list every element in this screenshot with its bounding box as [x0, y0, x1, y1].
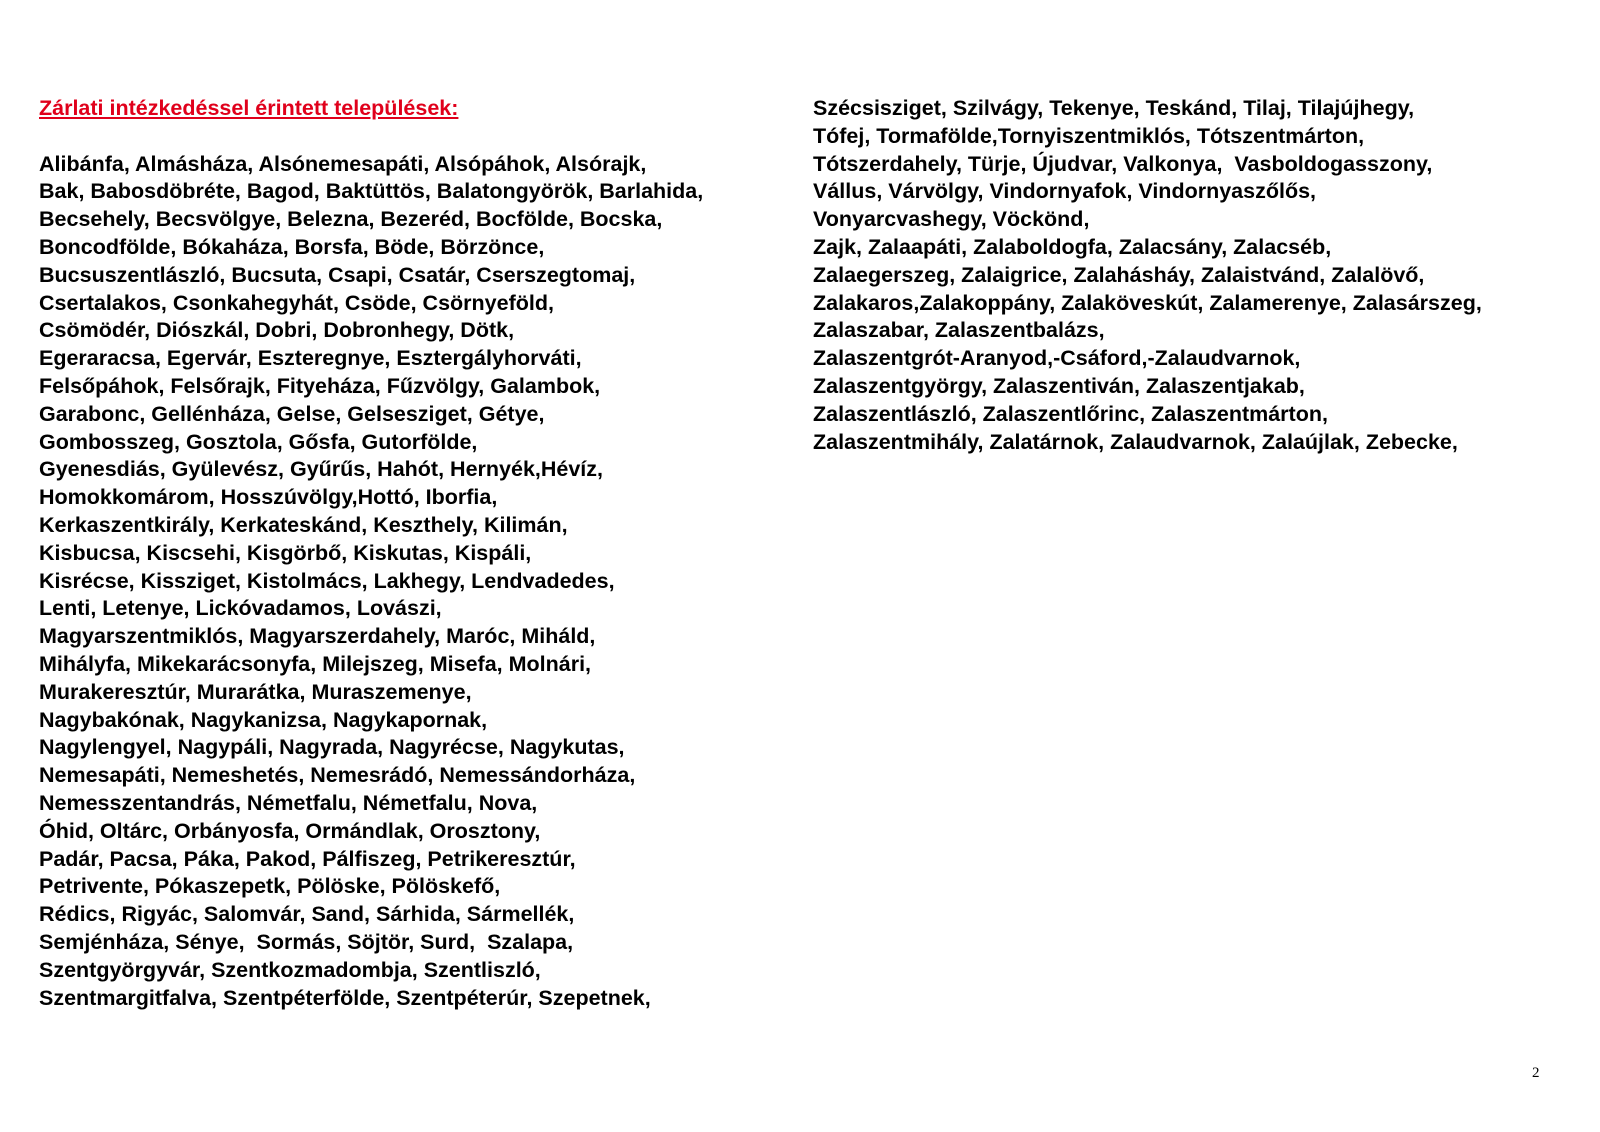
settlement-line: Semjénháza, Sénye, Sormás, Söjtör, Surd, Szalapa, [39, 929, 574, 954]
settlement-line: Kisbucsa, Kiscsehi, Kisgörbő, Kiskutas, Kispáli, [39, 540, 532, 565]
settlement-line: Mihályfa, Mikekarácsonyfa, Milejszeg, Misefa, Molnári, [39, 651, 592, 676]
settlement-line: Garabonc, Gellénháza, Gelse, Gelsesziget, Gétye, [39, 401, 545, 426]
settlement-line: Szécsisziget, Szilvágy, Tekenye, Teskánd, Tilaj, Tilajújhegy, [813, 96, 1415, 120]
section-heading: Zárlati intézkedéssel érintett települések: [39, 96, 459, 120]
settlement-line: Vonyarcvashegy, Vöckönd, [813, 207, 1090, 232]
settlement-line: Zajk, Zalaapáti, Zalaboldogfa, Zalacsány, Zalacséb, [813, 234, 1332, 259]
settlement-line: Rédics, Rigyác, Salomvár, Sand, Sárhida, Sármellék, [39, 902, 575, 927]
settlement-line: Bucsuszentlászló, Bucsuta, Csapi, Csatár, Cserszegtomaj, [39, 262, 636, 287]
settlement-line: Tófej, Tormafölde,Tornyiszentmiklós, Tótszentmárton, [813, 123, 1365, 148]
settlement-line: Zalaszentgyörgy, Zalaszentiván, Zalaszentjakab, [813, 373, 1305, 398]
settlement-line: Becsehely, Becsvölgye, Belezna, Bezeréd, Bocfölde, Bocska, [39, 207, 663, 232]
spacer [39, 123, 799, 151]
settlement-line: Csertalakos, Csonkahegyhát, Csöde, Csörnyeföld, [39, 290, 554, 315]
settlement-line: Homokkomárom, Hosszúvölgy,Hottó, Iborfia, [39, 485, 498, 510]
settlement-list-left [39, 151, 799, 1013]
settlement-line: Petrivente, Pókaszepetk, Pölöske, Pölöskefő, [39, 874, 501, 899]
settlement-line: Magyarszentmiklós, Magyarszerdahely, Maróc, Miháld, [39, 624, 596, 649]
settlement-line: Gyenesdiás, Gyülevész, Gyűrűs, Hahót, Hernyék,Hévíz, [39, 457, 604, 482]
settlement-line: Tótszerdahely, Türje, Újudvar, Valkonya, Vasboldogasszony, [813, 151, 1433, 176]
page-number: 2 [1532, 1065, 1540, 1081]
left-column [39, 95, 799, 1012]
settlement-line: Szentgyörgyvár, Szentkozmadombja, Szentliszló, [39, 957, 541, 982]
right-column [813, 95, 1593, 456]
settlement-line: Csömödér, Diószkál, Dobri, Dobronhegy, Dötk, [39, 318, 515, 343]
settlement-line: Gombosszeg, Gosztola, Gősfa, Gutorfölde, [39, 429, 478, 454]
settlement-line: Kisrécse, Kissziget, Kistolmács, Lakhegy, Lendvadedes, [39, 568, 615, 593]
settlement-line: Nemesapáti, Nemeshetés, Nemesrádó, Nemessándorháza, [39, 763, 636, 788]
settlement-line: Zalaszentgrót-Aranyod,-Csáford,-Zalaudvarnok, [813, 346, 1301, 371]
settlement-line: Egeraracsa, Egervár, Eszteregnye, Esztergályhorváti, [39, 346, 582, 371]
settlement-list-right [813, 95, 1593, 456]
settlement-line: Zalaszentmihály, Zalatárnok, Zalaudvarnok, Zalaújlak, Zebecke, [813, 429, 1458, 454]
settlement-line: Lenti, Letenye, Lickóvadamos, Lovászi, [39, 596, 442, 621]
settlement-line: Zalaszabar, Zalaszentbalázs, [813, 318, 1105, 343]
settlement-line: Zalaegerszeg, Zalaigrice, Zalahásháy, Zalaistvánd, Zalalövő, [813, 262, 1425, 287]
settlement-line: Boncodfölde, Bókaháza, Borsfa, Böde, Börzönce, [39, 234, 545, 259]
settlement-line: Padár, Pacsa, Páka, Pakod, Pálfiszeg, Petrikeresztúr, [39, 846, 576, 871]
settlement-line: Nagylengyel, Nagypáli, Nagyrada, Nagyrécse, Nagykutas, [39, 735, 625, 760]
settlement-line: Óhid, Oltárc, Orbányosfa, Ormándlak, Orosztony, [39, 818, 541, 843]
settlement-line: Bak, Babosdöbréte, Bagod, Baktüttös, Balatongyörök, Barlahida, [39, 179, 704, 204]
settlement-line: Nemesszentandrás, Németfalu, Németfalu, Nova, [39, 790, 538, 815]
settlement-line: Szentmargitfalva, Szentpéterfölde, Szentpéterúr, Szepetnek, [39, 985, 651, 1010]
settlement-line: Kerkaszentkirály, Kerkateskánd, Keszthely, Kilimán, [39, 512, 568, 537]
settlement-line: Zalakaros,Zalakoppány, Zalaköveskút, Zalamerenye, Zalasárszeg, [813, 290, 1482, 315]
settlement-line: Alibánfa, Almásháza, Alsónemesapáti, Alsópáhok, Alsórajk, [39, 151, 647, 176]
settlement-line: Zalaszentlászló, Zalaszentlőrinc, Zalaszentmárton, [813, 401, 1328, 426]
settlement-line: Vállus, Várvölgy, Vindornyafok, Vindornyaszőlős, [813, 179, 1317, 204]
settlement-line: Murakeresztúr, Murarátka, Muraszemenye, [39, 679, 472, 704]
settlement-line: Nagybakónak, Nagykanizsa, Nagykapornak, [39, 707, 488, 732]
settlement-line: Felsőpáhok, Felsőrajk, Fityeháza, Fűzvölgy, Galambok, [39, 373, 601, 398]
